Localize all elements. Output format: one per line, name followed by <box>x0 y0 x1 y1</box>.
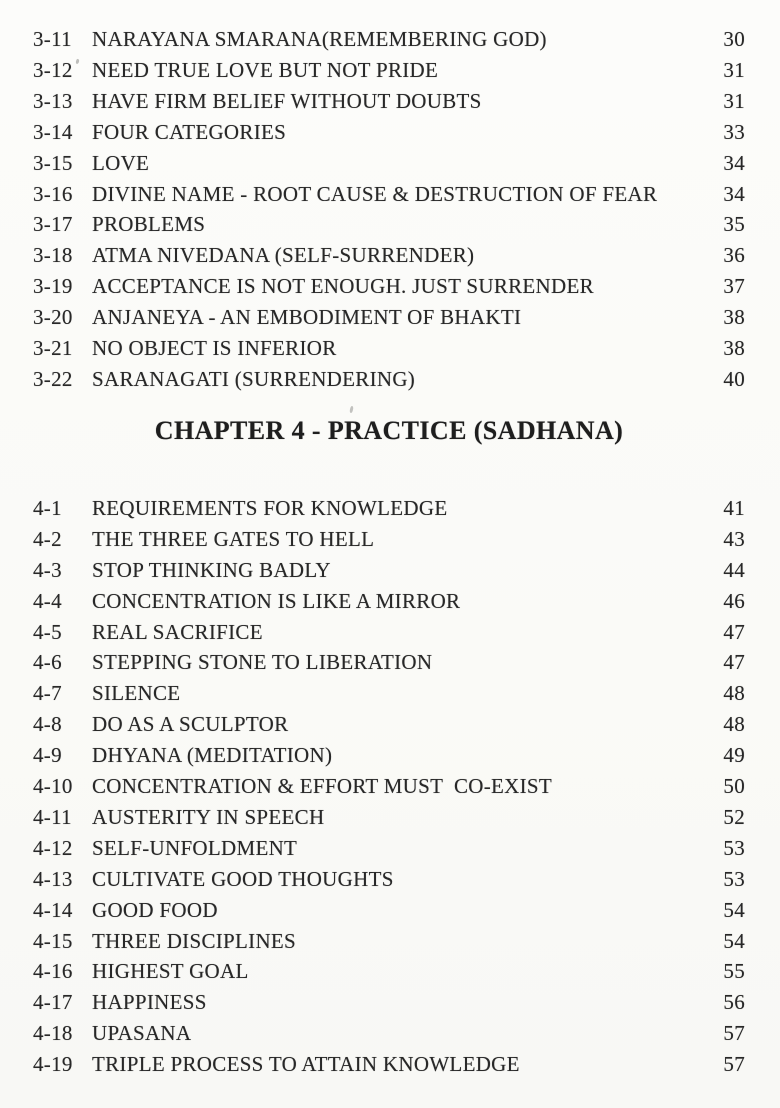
toc-entry-number: 3-12 <box>33 57 73 82</box>
toc-entry-page: 38 <box>723 336 745 361</box>
toc-entry-page: 41 <box>723 495 745 520</box>
toc-entry <box>33 956 745 987</box>
toc-entry-page: 37 <box>723 274 745 299</box>
toc-entry-title: CONCENTRATION IS LIKE A MIRROR <box>92 588 461 613</box>
toc-entry <box>33 709 745 740</box>
toc-entry <box>33 926 745 957</box>
toc-entry-title: TRIPLE PROCESS TO ATTAIN KNOWLEDGE <box>92 1052 520 1077</box>
toc-entry-title: THE THREE GATES TO HELL <box>92 526 375 551</box>
chapter-4-heading: CHAPTER 4 - PRACTICE (SADHANA) <box>154 415 624 445</box>
toc-entry <box>33 524 745 555</box>
toc-entry-number: 4-16 <box>33 959 73 984</box>
toc-entry-title: ACCEPTANCE IS NOT ENOUGH. JUST SURRENDER <box>92 274 594 299</box>
toc-entry-number: 4-3 <box>33 557 62 582</box>
toc-entry-number: 4-14 <box>33 897 73 922</box>
toc-entry-title: LOVE <box>92 150 150 175</box>
toc-entry-number: 3-16 <box>33 181 73 206</box>
toc-entry-title: NO OBJECT IS INFERIOR <box>92 336 337 361</box>
toc-entry <box>33 302 745 333</box>
toc-entry-title: PROBLEMS <box>92 212 206 237</box>
toc-entry-title: SILENCE <box>92 681 181 706</box>
toc-entry-page: 55 <box>723 959 745 984</box>
toc-entry <box>33 55 745 86</box>
toc-entry-page: 57 <box>723 1021 745 1046</box>
toc-entry-title: DHYANA (MEDITATION) <box>92 743 333 768</box>
toc-entry-page: 36 <box>723 243 745 268</box>
toc-entry-number: 4-8 <box>33 712 62 737</box>
toc-entry-page: 54 <box>723 897 745 922</box>
toc-entry-number: 4-6 <box>33 650 62 675</box>
toc-entry-title: FOUR CATEGORIES <box>92 119 287 144</box>
toc-entry-number: 4-13 <box>33 866 73 891</box>
toc-entry-title: HAVE FIRM BELIEF WITHOUT DOUBTS <box>92 88 482 113</box>
toc-entry <box>33 833 745 864</box>
toc-entry-title: GOOD FOOD <box>92 897 218 922</box>
toc-entry <box>33 117 745 148</box>
toc-entry <box>33 802 745 833</box>
toc-entry-page: 46 <box>723 588 745 613</box>
toc-entry <box>33 864 745 895</box>
toc-entry <box>33 586 745 617</box>
toc-entry <box>33 1049 745 1080</box>
toc-entry-page: 38 <box>723 305 745 330</box>
toc-entry <box>33 493 745 524</box>
toc-entry <box>33 987 745 1018</box>
toc-entry-title: ATMA NIVEDANA (SELF-SURRENDER) <box>92 243 475 268</box>
toc-entry-title: DIVINE NAME - ROOT CAUSE & DESTRUCTION OF FEAR <box>92 181 658 206</box>
toc-entry <box>33 895 745 926</box>
toc-entry-page: 40 <box>723 366 745 391</box>
toc-entry-number: 3-13 <box>33 88 73 113</box>
toc-entry <box>33 271 745 302</box>
toc-entry-number: 3-20 <box>33 305 73 330</box>
toc-entry <box>33 647 745 678</box>
toc-entry-title: HIGHEST GOAL <box>92 959 249 984</box>
toc-entry-number: 3-18 <box>33 243 73 268</box>
toc-entry-page: 33 <box>723 119 745 144</box>
toc-entry-page: 53 <box>723 866 745 891</box>
toc-entry-title: REQUIREMENTS FOR KNOWLEDGE <box>92 495 448 520</box>
toc-entry-title: DO AS A SCULPTOR <box>92 712 289 737</box>
toc-entry <box>33 617 745 648</box>
toc-entry-number: 4-11 <box>33 804 72 829</box>
toc-entry-page: 31 <box>723 88 745 113</box>
toc-entry-page: 56 <box>723 990 745 1015</box>
toc-section-3 <box>33 24 745 395</box>
toc-section-4 <box>33 493 745 1080</box>
toc-entry <box>33 333 745 364</box>
toc-entry <box>33 740 745 771</box>
toc-entry-page: 34 <box>723 181 745 206</box>
toc-entry-page: 57 <box>723 1052 745 1077</box>
toc-entry <box>33 24 745 55</box>
toc-entry <box>33 678 745 709</box>
toc-entry-number: 3-22 <box>33 366 73 391</box>
toc-entry-number: 4-5 <box>33 619 62 644</box>
toc-entry-page: 48 <box>723 712 745 737</box>
toc-entry-number: 4-1 <box>33 495 62 520</box>
toc-entry-page: 43 <box>723 526 745 551</box>
toc-entry-title: THREE DISCIPLINES <box>92 928 297 953</box>
toc-entry-number: 4-7 <box>33 681 62 706</box>
toc-entry-number: 3-11 <box>33 27 72 51</box>
toc-entry-title: NEED TRUE LOVE BUT NOT PRIDE <box>92 57 439 82</box>
toc-entry-page: 44 <box>723 557 745 582</box>
toc-entry-number: 3-17 <box>33 212 73 237</box>
toc-entry-page: 49 <box>723 743 745 768</box>
toc-entry-number: 3-21 <box>33 336 73 361</box>
toc-entry <box>33 240 745 271</box>
toc-entry <box>33 179 745 210</box>
toc-entry-title: CULTIVATE GOOD THOUGHTS <box>92 866 394 891</box>
toc-entry-number: 3-15 <box>33 150 73 175</box>
toc-entry-title: NARAYANA SMARANA(REMEMBERING GOD) <box>92 27 547 51</box>
toc-entry-title: UPASANA <box>92 1021 192 1046</box>
toc-entry-title: HAPPINESS <box>92 990 207 1015</box>
toc-entry-page: 47 <box>723 619 745 644</box>
toc-entry-page: 30 <box>723 27 745 51</box>
toc-entry-title: STOP THINKING BADLY <box>92 557 331 582</box>
toc-entry <box>33 86 745 117</box>
toc-entry-number: 4-2 <box>33 526 62 551</box>
toc-entry-page: 35 <box>723 212 745 237</box>
toc-entry-title: ANJANEYA - AN EMBODIMENT OF BHAKTI <box>92 305 522 330</box>
toc-entry <box>33 148 745 179</box>
toc-entry-number: 4-15 <box>33 928 73 953</box>
toc-entry-number: 4-18 <box>33 1021 73 1046</box>
toc-entry-page: 47 <box>723 650 745 675</box>
toc-entry <box>33 1018 745 1049</box>
toc-entry-number: 4-10 <box>33 774 73 799</box>
toc-entry <box>33 771 745 802</box>
toc-entry-page: 53 <box>723 835 745 860</box>
toc-entry-number: 4-12 <box>33 835 73 860</box>
toc-entry-title: STEPPING STONE TO LIBERATION <box>92 650 433 675</box>
toc-entry-title: REAL SACRIFICE <box>92 619 263 644</box>
toc-entry-title: AUSTERITY IN SPEECH <box>92 804 325 829</box>
toc-entry-title: CONCENTRATION & EFFORT MUST CO-EXIST <box>92 774 553 799</box>
toc-entry-page: 50 <box>723 774 745 799</box>
toc-entry-number: 3-14 <box>33 119 73 144</box>
toc-entry-number: 4-9 <box>33 743 62 768</box>
toc-entry-page: 31 <box>723 57 745 82</box>
toc-entry-title: SARANAGATI (SURRENDERING) <box>92 366 416 391</box>
toc-entry-number: 4-17 <box>33 990 73 1015</box>
toc-entry-number: 3-19 <box>33 274 73 299</box>
toc-entry <box>33 209 745 240</box>
toc-entry <box>33 364 745 395</box>
toc-entry-page: 52 <box>723 804 745 829</box>
toc-entry-page: 48 <box>723 681 745 706</box>
toc-entry-page: 34 <box>723 150 745 175</box>
toc-entry-number: 4-19 <box>33 1052 73 1077</box>
toc-entry-page: 54 <box>723 928 745 953</box>
toc-entry <box>33 555 745 586</box>
toc-entry-number: 4-4 <box>33 588 62 613</box>
toc-entry-title: SELF-UNFOLDMENT <box>92 835 298 860</box>
